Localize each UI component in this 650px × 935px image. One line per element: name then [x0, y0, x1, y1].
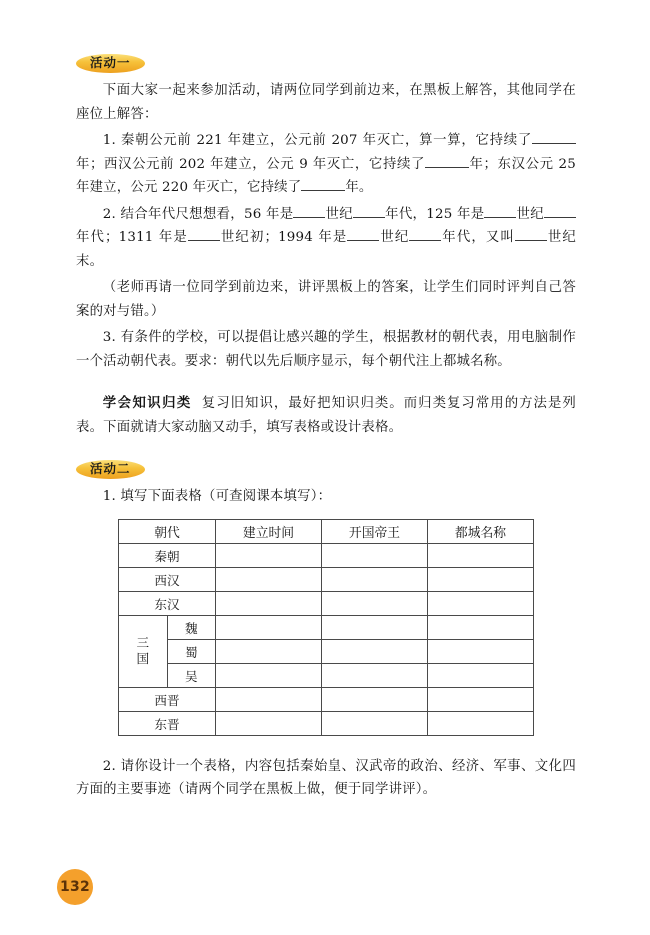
cell-shu-emperor[interactable] — [322, 639, 428, 663]
item1-part-d: 年。 — [345, 180, 373, 195]
page-number-badge: 132 — [57, 869, 93, 905]
cell-shu-time[interactable] — [216, 639, 322, 663]
cell-qin-capital[interactable] — [428, 543, 534, 567]
table-row — [119, 639, 534, 663]
activity-one-item-1 — [76, 129, 576, 200]
cell-wei-capital[interactable] — [428, 615, 534, 639]
item2-blank-8[interactable] — [515, 240, 547, 241]
table-row — [119, 567, 534, 591]
knowledge-section-body: 复习旧知识，最好把知识归类。而归类复习常用的方法是列表。下面就请大家动脑又动手，填写表格或设计表格。 — [76, 396, 576, 435]
item2-blank-4[interactable] — [544, 217, 576, 218]
table-header-founding-emperor: 开国帝王 — [322, 519, 428, 543]
table-header-row — [119, 519, 534, 543]
table-row — [119, 663, 534, 687]
item2-p7: 世纪 — [379, 230, 410, 245]
item1-part-a: 1. 秦朝公元前 221 年建立，公元前 207 年灭亡，算一算，它持续了 — [102, 133, 532, 148]
table-row — [119, 543, 534, 567]
table-row — [119, 615, 534, 639]
row-label-wei: 魏 — [167, 615, 216, 639]
item2-blank-1[interactable] — [293, 217, 325, 218]
dynasty-table-wrap — [118, 519, 576, 736]
item2-p3: 年代，125 年是 — [385, 206, 485, 222]
cell-dongjin-capital[interactable] — [428, 711, 534, 735]
cell-xijin-capital[interactable] — [428, 687, 534, 711]
knowledge-section — [76, 392, 576, 439]
item1-blank-donghan[interactable] — [301, 190, 345, 191]
item1-part-c: 年；东汉公元 25 年建立，公元 220 年灭亡，它持续了 — [76, 156, 576, 195]
knowledge-section-heading: 学会知识归类 — [102, 395, 192, 411]
activity-one-badge: 活动一 — [76, 54, 145, 73]
table-header-dynasty: 朝代 — [119, 519, 216, 543]
activity-one-item-3: 3. 有条件的学校，可以提倡让感兴趣的学生，根据教材的朝代表，用电脑制作一个活动朝代表。要求：朝代以先后顺序显示，每个朝代注上都城名称。 — [76, 330, 576, 369]
cell-xihan-emperor[interactable] — [322, 567, 428, 591]
cell-qin-emperor[interactable] — [322, 543, 428, 567]
item2-blank-7[interactable] — [409, 240, 441, 241]
table-row — [119, 591, 534, 615]
activity-one-intro: 下面大家一起来参加活动，请两位同学到前边来，在黑板上解答，其他同学在座位上解答： — [76, 83, 576, 122]
cell-wei-emperor[interactable] — [322, 615, 428, 639]
cell-wei-time[interactable] — [216, 615, 322, 639]
sanguo-char-1: 三 — [136, 635, 150, 650]
row-label-xijin: 西晋 — [119, 687, 216, 711]
cell-xihan-time[interactable] — [216, 567, 322, 591]
activity-one-item-2 — [76, 203, 576, 274]
item1-blank-qin[interactable] — [532, 143, 576, 144]
item2-blank-5[interactable] — [188, 240, 220, 241]
cell-wu-emperor[interactable] — [322, 663, 428, 687]
table-header-founding-time: 建立时间 — [216, 519, 322, 543]
cell-donghan-time[interactable] — [216, 591, 322, 615]
cell-wu-capital[interactable] — [428, 663, 534, 687]
item2-p6: 世纪初；1994 年是 — [219, 230, 348, 245]
dynasty-table — [118, 519, 534, 736]
page-content — [76, 52, 576, 802]
row-label-shu: 蜀 — [167, 639, 216, 663]
item2-p9: 世纪末。 — [76, 230, 576, 269]
activity-two-badge: 活动二 — [76, 460, 145, 479]
item2-blank-2[interactable] — [353, 217, 385, 218]
cell-wu-time[interactable] — [216, 663, 322, 687]
cell-xijin-emperor[interactable] — [322, 687, 428, 711]
cell-qin-time[interactable] — [216, 543, 322, 567]
item1-blank-xihan[interactable] — [425, 167, 469, 168]
table-row — [119, 687, 534, 711]
item2-p1: 2. 结合年代尺想想看，56 年是 — [102, 206, 294, 222]
item2-p4: 世纪 — [516, 206, 544, 222]
cell-dongjin-emperor[interactable] — [322, 711, 428, 735]
row-label-xihan: 西汉 — [119, 567, 216, 591]
table-row — [119, 711, 534, 735]
cell-shu-capital[interactable] — [428, 639, 534, 663]
row-label-wu: 吴 — [167, 663, 216, 687]
cell-dongjin-time[interactable] — [216, 711, 322, 735]
item2-p5: 年代；1311 年是 — [76, 230, 188, 245]
sanguo-vertical-stack — [119, 635, 167, 667]
cell-xijin-time[interactable] — [216, 687, 322, 711]
activity-one-badge-row — [76, 52, 576, 73]
row-label-qin: 秦朝 — [119, 543, 216, 567]
activity-two-item-1-intro: 1. 填写下面表格（可查阅课本填写）： — [102, 489, 332, 504]
row-label-dongjin: 东晋 — [119, 711, 216, 735]
item2-blank-6[interactable] — [347, 240, 379, 241]
item1-part-b: 年；西汉公元前 202 年建立，公元 9 年灭亡，它持续了 — [76, 156, 426, 172]
item2-blank-3[interactable] — [484, 217, 516, 218]
item2-p2: 世纪 — [325, 206, 353, 222]
row-label-donghan: 东汉 — [119, 591, 216, 615]
row-group-label-sanguo — [119, 615, 168, 687]
activity-two-badge-row — [76, 458, 576, 479]
sanguo-char-2: 国 — [136, 651, 150, 666]
item2-p8: 年代，又叫 — [441, 230, 515, 245]
cell-xihan-capital[interactable] — [428, 567, 534, 591]
dynasty-table-body — [119, 519, 534, 735]
cell-donghan-emperor[interactable] — [322, 591, 428, 615]
activity-two-item-2: 2. 请你设计一个表格，内容包括秦始皇、汉武帝的政治、经济、军事、文化四方面的主要事迹（请两个同学在黑板上做，便于同学讲评）。 — [76, 758, 576, 797]
activity-one-item-2-note: （老师再请一位同学到前边来，讲评黑板上的答案，让学生们同时评判自己答案的对与错。） — [76, 280, 576, 319]
cell-donghan-capital[interactable] — [428, 591, 534, 615]
table-header-capital-name: 都城名称 — [428, 519, 534, 543]
